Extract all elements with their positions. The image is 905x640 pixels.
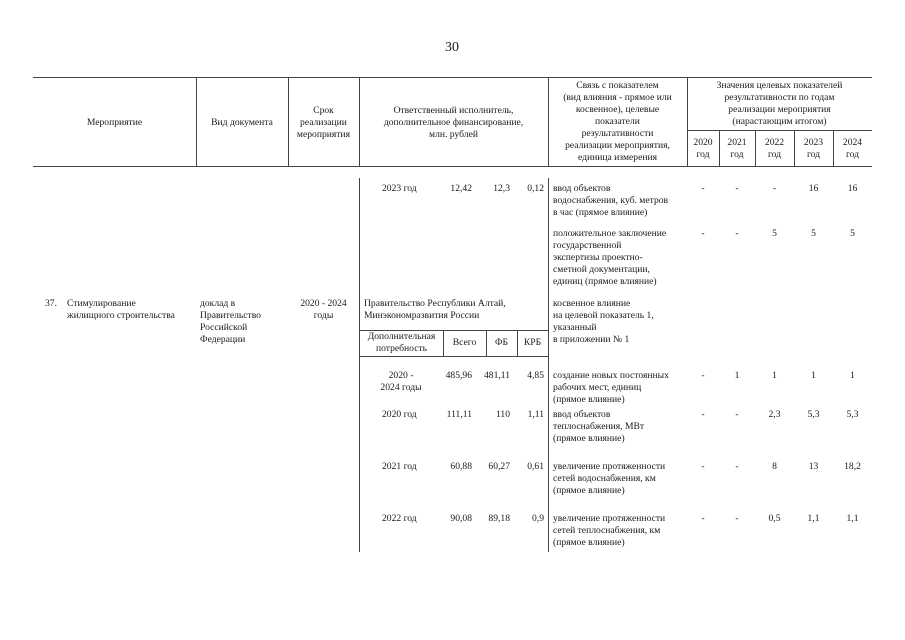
indicator-cell: увеличение протяженности сетей водоснабжения, км (прямое влияние) [553, 461, 666, 496]
value-2022: 2,3 [768, 409, 781, 420]
value-2024: 16 [847, 183, 858, 194]
fin-header-total: Всего [452, 337, 477, 348]
period-cell: 2020 год [382, 409, 417, 420]
event-name: Стимулирование жилищного строительства [67, 298, 175, 321]
fin-subheader-bottom [359, 356, 548, 357]
body-left-border-top [359, 178, 360, 296]
value-2023: 1 [811, 370, 816, 381]
fb-cell: 60,27 [488, 461, 510, 472]
value-2024: 18,2 [844, 461, 861, 472]
indicator-cell: ввод объектов водоснабжения, куб. метров в час (прямое влияние) [553, 183, 669, 218]
header-term: Срок реализации мероприятия [296, 105, 351, 140]
total-cell: 60,88 [450, 461, 472, 472]
fb-cell: 481,11 [483, 370, 510, 381]
value-2022: 8 [772, 461, 777, 472]
krb-cell: 4,85 [527, 370, 544, 381]
value-2023: 13 [808, 461, 819, 472]
total-cell: 12,42 [450, 183, 472, 194]
period-cell: 2021 год [382, 461, 417, 472]
indirect-influence: косвенное влияние на целевой показатель 1, указанный в приложении № 1 [553, 298, 654, 345]
value-2023: 5 [811, 228, 816, 239]
fb-cell: 110 [495, 409, 510, 420]
header-year-2023: 2023 год [803, 137, 824, 160]
header-link: Связь с показателем (вид влияния - прямое или косвенное), целевые показатели результативности реализации мероприятия, единица измерения [563, 80, 672, 163]
value-2020: - [701, 513, 705, 524]
header-year-2020: 2020 год [693, 137, 713, 160]
page-number: 30 [445, 40, 459, 55]
value-2022: 0,5 [768, 513, 781, 524]
header-responsible: Ответственный исполнитель, дополнительное финансирование, млн. рублей [383, 105, 524, 140]
event-responsible: Правительство Республики Алтай, Минэкономразвития России [364, 298, 506, 321]
fin-header-krb: КРБ [523, 337, 542, 348]
value-2020: - [701, 409, 705, 420]
event-doc-type: доклад в Правительство Российской Федерации [200, 298, 261, 345]
value-2020: - [701, 461, 705, 472]
total-cell: 485,96 [445, 370, 472, 381]
krb-cell: 0,9 [532, 513, 544, 524]
value-2022: - [772, 183, 777, 194]
indicator-cell: создание новых постоянных рабочих мест, единиц (прямое влияние) [553, 370, 669, 405]
krb-cell: 0,61 [527, 461, 544, 472]
period-cell: 2022 год [382, 513, 417, 524]
years-divider [687, 130, 872, 131]
value-2020: - [701, 228, 705, 239]
header-year-2021: 2021 год [727, 137, 747, 160]
value-2022: 1 [772, 370, 777, 381]
fin-header-fb: ФБ [494, 337, 509, 348]
indicator-cell: увеличение протяженности сетей теплоснабжения, км (прямое влияние) [553, 513, 666, 548]
period-cell: 2023 год [382, 183, 417, 194]
fb-cell: 12,3 [493, 183, 510, 194]
period-cell: 2020 - 2024 годы [380, 370, 422, 393]
event-number: 37. [45, 298, 57, 309]
value-2023: 5,3 [807, 409, 820, 420]
value-2021: - [735, 461, 739, 472]
table-top-border [33, 77, 872, 78]
header-values: Значения целевых показателей результативности по годам реализации мероприятия (нарастающим итогом) [716, 80, 843, 127]
value-2021: - [735, 228, 739, 239]
value-2022: 5 [772, 228, 777, 239]
event-term: 2020 - 2024 годы [300, 298, 347, 321]
header-year-2024: 2024 год [842, 137, 863, 160]
fb-cell: 89,18 [488, 513, 510, 524]
value-2021: 1 [734, 370, 740, 381]
header-year-2022: 2022 год [764, 137, 785, 160]
indicator-cell: положительное заключение государственной экспертизы проектно- сметной документации, единиц (прямое влияние) [553, 228, 667, 287]
body-mid-border [548, 178, 549, 552]
value-2021: - [735, 409, 739, 420]
krb-cell: 0,12 [527, 183, 544, 194]
value-2024: 1,1 [846, 513, 859, 524]
value-2020: - [701, 183, 705, 194]
header-doc-type: Вид документа [211, 117, 273, 128]
value-2024: 1 [850, 370, 855, 381]
value-2020: - [701, 370, 705, 381]
total-cell: 111,11 [446, 409, 472, 420]
header-bottom-border [33, 166, 872, 167]
value-2021: - [735, 513, 739, 524]
value-2021: - [735, 183, 739, 194]
fin-header-need: Дополнительная потребность [367, 331, 436, 354]
value-2024: 5,3 [846, 409, 859, 420]
value-2023: 16 [808, 183, 819, 194]
value-2023: 1,1 [807, 513, 820, 524]
header-event: Мероприятие [86, 117, 143, 128]
value-2024: 5 [850, 228, 855, 239]
krb-cell: 1,11 [527, 409, 544, 420]
total-cell: 90,08 [450, 513, 472, 524]
indicator-cell: ввод объектов теплоснабжения, МВт (прямое влияние) [553, 409, 645, 444]
